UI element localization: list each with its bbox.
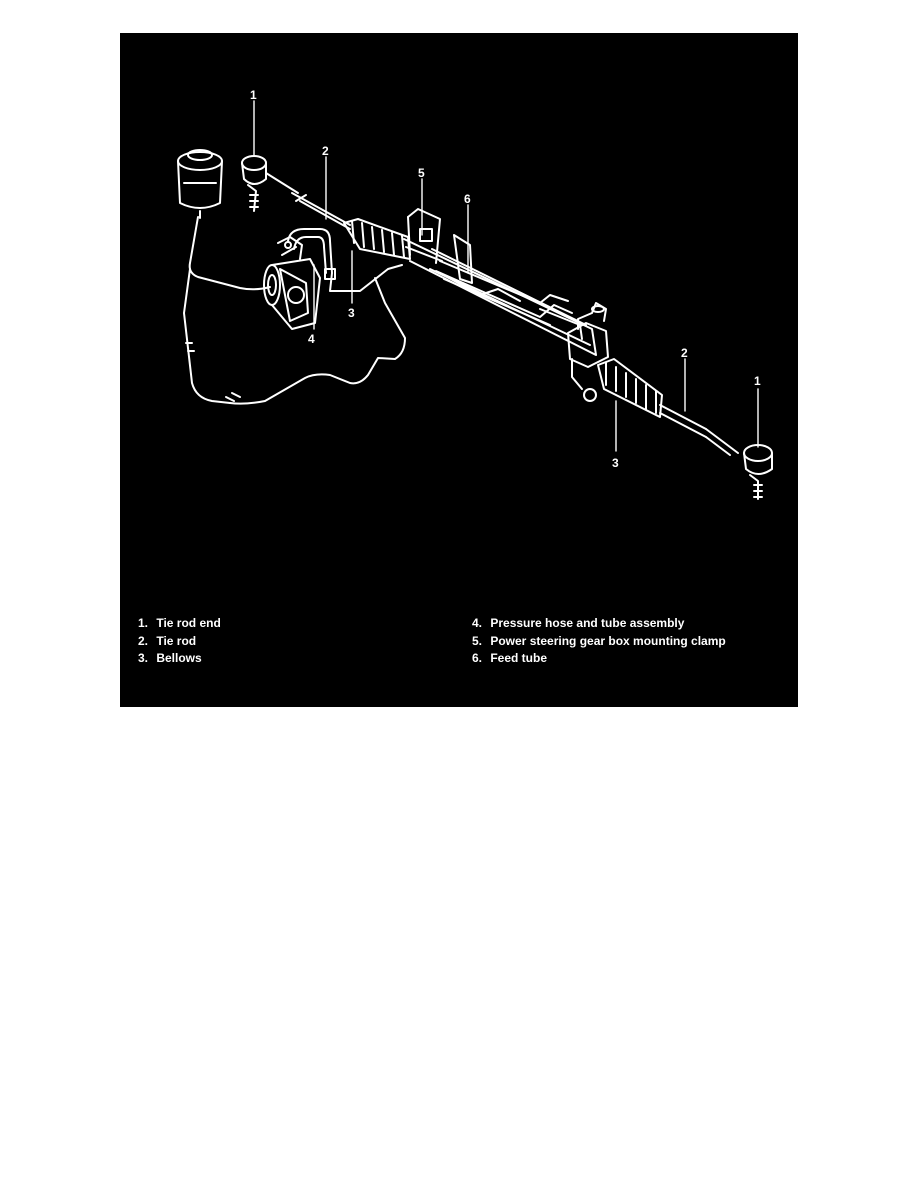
leader-lines	[254, 101, 758, 451]
power-steering-pump	[264, 237, 320, 329]
callout-1-left: 1	[250, 88, 257, 102]
diagram-panel	[120, 33, 798, 707]
steering-rack-diagram	[120, 33, 798, 707]
callout-4: 4	[308, 332, 315, 346]
legend-label: Tie rod	[156, 633, 197, 648]
callout-3-left: 3	[348, 306, 355, 320]
callout-6: 6	[464, 192, 471, 206]
legend-item	[472, 650, 726, 668]
legend-number: 2.	[138, 633, 149, 648]
tie-rod-end-right	[744, 445, 772, 499]
legend-number: 6.	[472, 651, 483, 665]
legend-label: Tie rod end	[156, 616, 221, 630]
legend-number: 5.	[472, 633, 483, 648]
feed-tube	[436, 235, 572, 325]
bellows-right	[598, 359, 662, 417]
legend-left-column	[138, 615, 221, 668]
callout-5: 5	[418, 166, 425, 180]
tie-rod-right	[660, 405, 738, 455]
legend-number: 3.	[138, 651, 149, 665]
legend-item	[138, 615, 221, 633]
legend-number: 4.	[472, 616, 483, 630]
tie-rod-end-left	[242, 156, 298, 211]
legend-label: Feed tube	[490, 651, 548, 665]
legend-item	[472, 615, 726, 633]
callout-2-right: 2	[681, 346, 688, 360]
legend-label: Bellows	[156, 651, 202, 665]
legend-item	[138, 633, 221, 651]
bellows-left	[344, 219, 410, 259]
callout-1-right: 1	[754, 374, 761, 388]
callout-3-right: 3	[612, 456, 619, 470]
callout-2-left: 2	[322, 144, 329, 158]
legend-right-column	[472, 615, 726, 668]
legend-item	[138, 650, 221, 668]
legend-label: Pressure hose and tube assembly	[490, 616, 685, 630]
mounting-clamp	[406, 209, 442, 263]
legend-label: Power steering gear box mounting clamp	[490, 633, 726, 648]
legend-item	[472, 633, 726, 651]
legend-number: 1.	[138, 616, 149, 630]
tie-rod-left	[292, 193, 350, 229]
reservoir	[178, 150, 222, 218]
